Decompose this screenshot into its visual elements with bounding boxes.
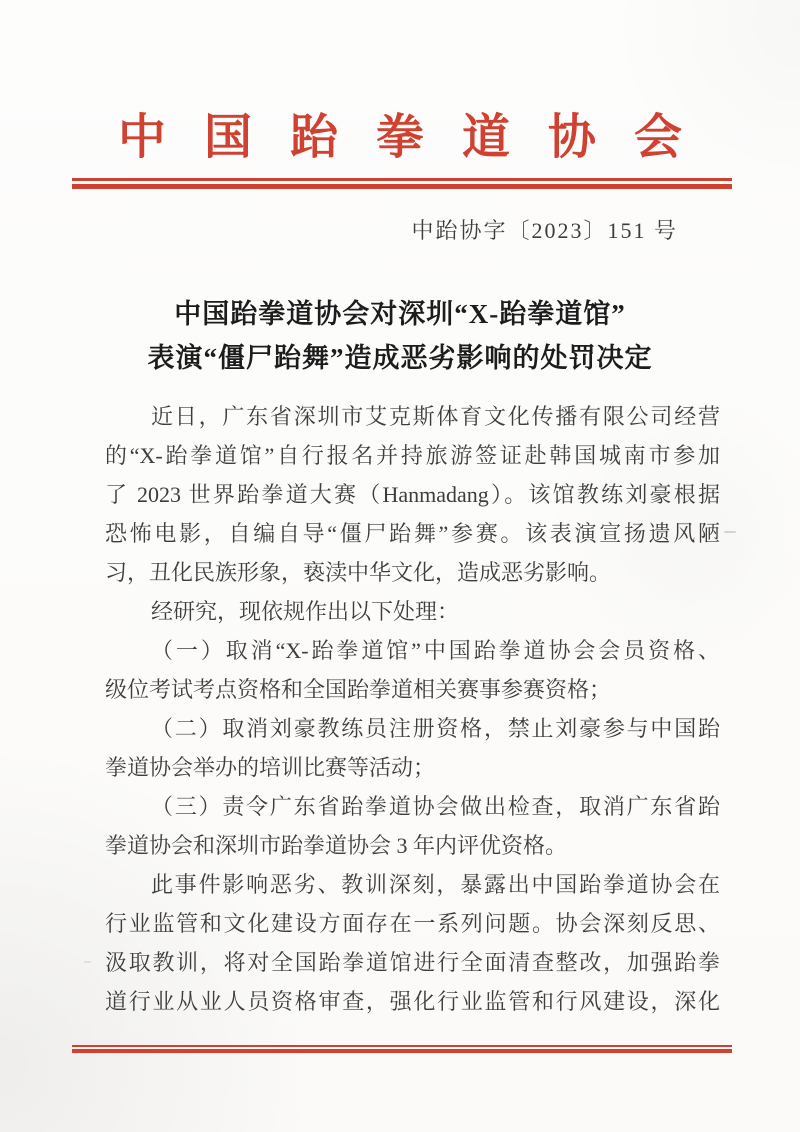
body-line: 的“X-跆拳道馆”自行报名并持旅游签证赴韩国城南市参加 xyxy=(105,443,720,468)
header-divider xyxy=(72,178,732,189)
body-line: 级位考试考点资格和全国跆拳道相关赛事参赛资格； xyxy=(105,677,612,702)
header-divider-line-thick xyxy=(72,184,732,189)
body-line: 汲取教训，将对全国跆拳道馆进行全面清查整改，加强跆拳 xyxy=(105,950,720,975)
body-line: 了 2023 世界跆拳道大赛（Hanmadang）。该馆教练刘豪根据 xyxy=(105,482,720,507)
body-line: 道行业从业人员资格审查，强化行业监管和行风建设，深化 xyxy=(105,989,720,1014)
doc-number: 中跆协字〔2023〕151 号 xyxy=(411,218,678,243)
footer-divider xyxy=(72,1045,732,1053)
org-name xyxy=(0,110,800,166)
document-body xyxy=(105,397,720,1021)
footer-divider-line-thick xyxy=(72,1049,732,1053)
body-line: 经研究，现依规作出以下处理： xyxy=(151,599,460,624)
body-line: 此事件影响恶劣、教训深刻，暴露出中国跆拳道协会在 xyxy=(151,872,720,897)
body-line: 拳道协会举办的培训比赛等活动； xyxy=(105,755,436,780)
body-line: 习，丑化民族形象，亵渎中华文化，造成恶劣影响。 xyxy=(105,560,612,585)
body-line: （三）责令广东省跆拳道协会做出检查，取消广东省跆 xyxy=(151,794,720,819)
body-line: 拳道协会和深圳市跆拳道协会 3 年内评优资格。 xyxy=(105,833,568,858)
body-line: （一）取消“X-跆拳道馆”中国跆拳道协会会员资格、 xyxy=(151,638,720,663)
body-line: 行业监管和文化建设方面存在一系列问题。协会深刻反思、 xyxy=(105,911,720,936)
body-line: （二）取消刘豪教练员注册资格，禁止刘豪参与中国跆 xyxy=(151,716,720,741)
body-line: 恐怖电影，自编自导“僵尸跆舞”参赛。该表演宣扬遗风陋 xyxy=(105,521,720,546)
scan-artifact xyxy=(724,531,736,533)
scan-artifact xyxy=(84,961,91,963)
title-line-2: 表演“僵尸跆舞”造成恶劣影响的处罚决定 xyxy=(147,343,653,373)
body-line: 近日，广东省深圳市艾克斯体育文化传播有限公司经营 xyxy=(151,404,720,429)
org-name-text: 中国跆拳道协会 xyxy=(117,111,720,164)
title-line-1: 中国跆拳道协会对深圳“X-跆拳道馆” xyxy=(174,299,626,329)
document-title xyxy=(0,292,800,380)
